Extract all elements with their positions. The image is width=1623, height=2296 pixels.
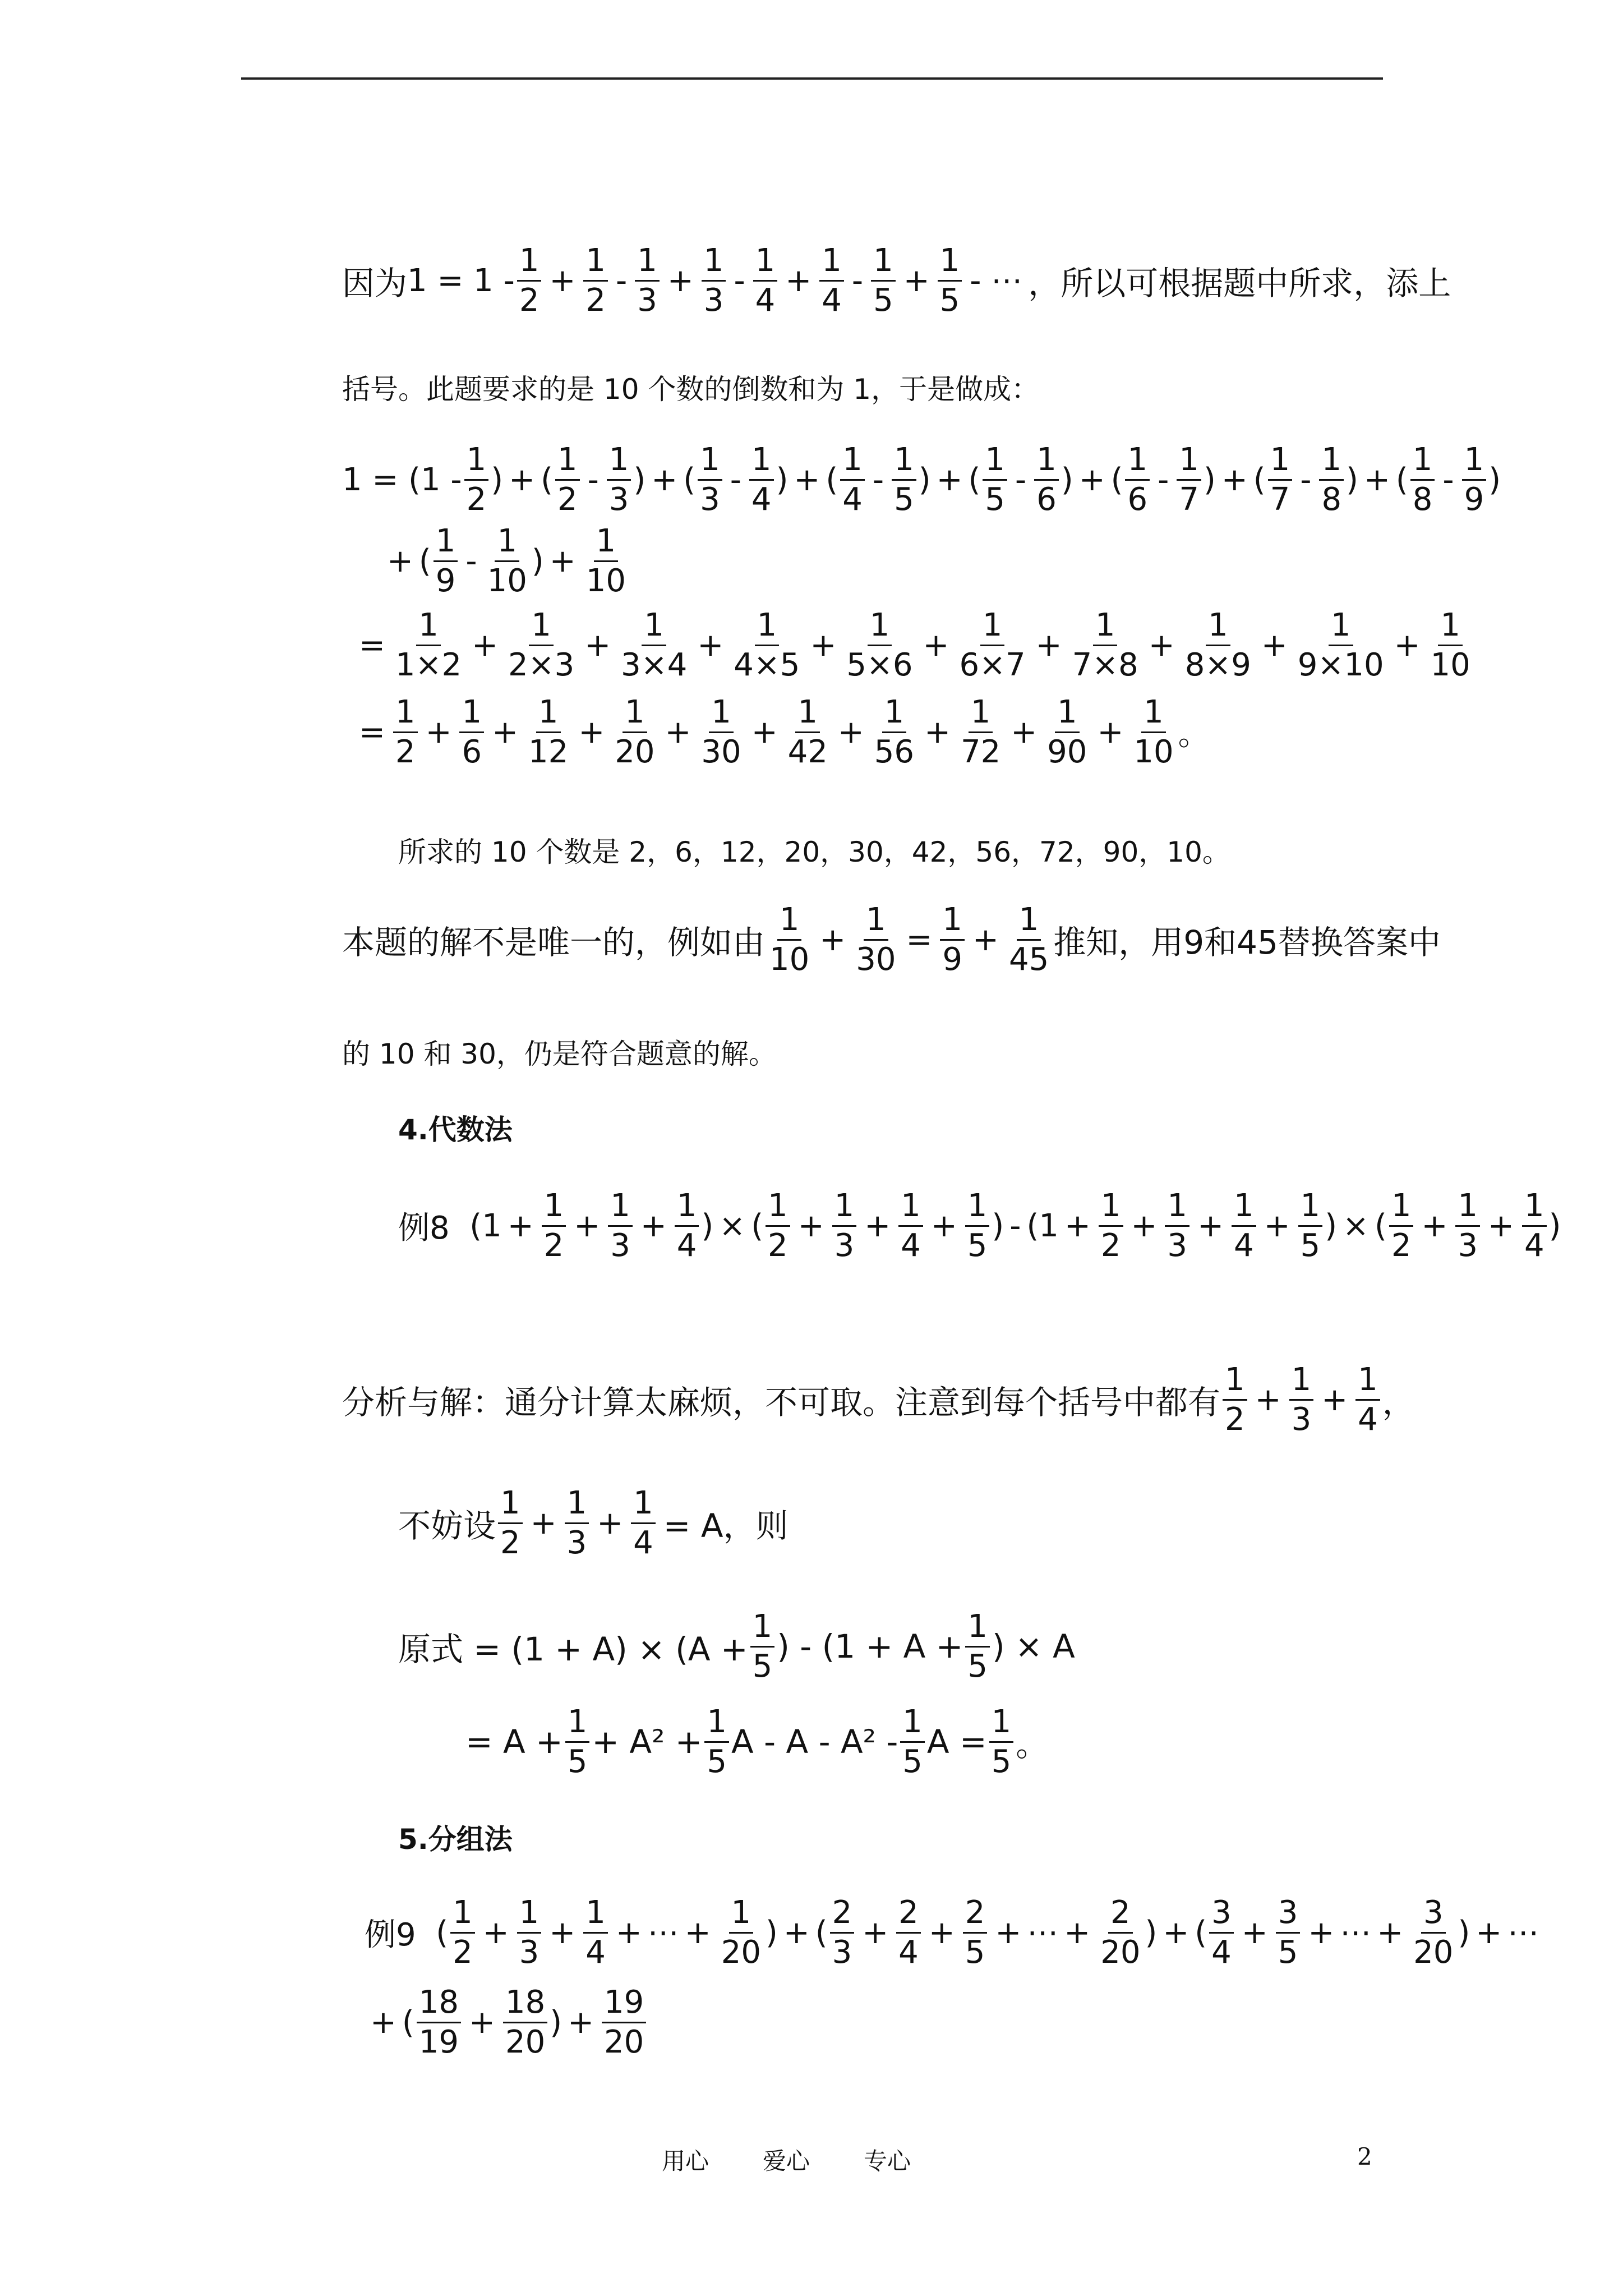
fraction: $\frac{1}{42}$	[787, 693, 828, 770]
fraction: $\frac{1}{2}$	[517, 245, 542, 316]
fraction: $\frac{1}{4}$	[1522, 1190, 1547, 1262]
answer-line: 所求的 10 个数是 2，6，12，20，30，42，56，72，90，10。	[398, 836, 1230, 868]
fraction: $\frac{1}{7\times 8}$	[1072, 606, 1138, 683]
fraction: $\frac{1}{6}$	[1034, 444, 1059, 516]
fraction: $\frac{1}{2\times 3}$	[508, 606, 575, 683]
fraction: $\frac{1}{3}$	[635, 245, 660, 316]
section-4-title: 4.代数法	[398, 1114, 513, 1146]
note-line-2: 的 10 和 30，仍是符合题意的解。	[342, 1038, 777, 1070]
fraction: $\frac{1}{6\times 7}$	[959, 606, 1026, 683]
equation-row-4: = $\frac{1}{2}$ + $\frac{1}{6}$ + $\frac{1}{12}$ + $\frac{1}{20}$ + $\frac{1}{30}$ + $\frac{1}{42}$ + $\frac{1}{56}$ + $\frac{1}{72}$ + $\frac{1}{90}$ + $\frac{1}{10}$ 。	[359, 693, 1210, 770]
fraction: $\frac{1}{3}$	[517, 1897, 542, 1968]
fraction: $\frac{1}{2}$	[498, 1488, 523, 1559]
intro-line: 因为 1 = 1 - $\frac{1}{2}$ + $\frac{1}{2}$ - $\frac{1}{3}$ + $\frac{1}{3}$ - $\frac{1}{4}$ + $\frac{1}{4}$ - $\frac{1}{5}$ + $\frac{1}{5}$ - ⋯ ，所以可根据题中所求，添上	[342, 242, 1451, 319]
fraction: $\frac{1}{1\times 2}$	[395, 606, 462, 683]
fraction: $\frac{1}{3}$	[1165, 1190, 1189, 1262]
fraction: $\frac{18}{20}$	[503, 1987, 547, 2058]
tail-dots: - ⋯	[970, 262, 1023, 299]
footer-item-1: 用心	[662, 2147, 709, 2175]
intro-lead: 因为	[342, 264, 408, 302]
fraction: $\frac{1}{5}$	[871, 245, 896, 316]
fraction: $\frac{1}{9}$	[940, 904, 965, 976]
fraction: $\frac{1}{10}$	[585, 522, 626, 599]
fraction: $\frac{1}{8}$	[1319, 444, 1344, 516]
fraction: $\frac{1}{3}$	[698, 444, 722, 516]
fraction: $\frac{1}{8}$	[1410, 444, 1435, 516]
fraction: $\frac{1}{5}$	[565, 1706, 590, 1778]
fraction: $\frac{1}{4}$	[749, 444, 774, 516]
fraction: $\frac{1}{4}$	[1355, 1364, 1380, 1435]
result-line: = A + $\frac{1}{5}$ + A² + $\frac{1}{5}$ A - A - A² - $\frac{1}{5}$ A = $\frac{1}{5}$ 。	[465, 1703, 1049, 1780]
fraction: $\frac{1}{5}$	[1298, 1190, 1323, 1262]
fraction: $\frac{1}{5}$	[704, 1706, 729, 1778]
fraction: $\frac{1}{3}$	[832, 1190, 857, 1262]
fraction: $\frac{1}{4}$	[898, 1190, 923, 1262]
equation-row-2: + ( $\frac{1}{9}$ - $\frac{1}{10}$ ) + $\frac{1}{10}$	[381, 522, 630, 600]
fraction: $\frac{1}{3}$	[1455, 1190, 1480, 1262]
fraction: $\frac{1}{4}$	[819, 245, 844, 316]
footer-item-2: 爱心	[763, 2147, 810, 2175]
fraction: $\frac{1}{2}$	[1099, 1190, 1123, 1262]
fraction: $\frac{1}{56}$	[874, 693, 915, 770]
fraction: $\frac{1}{20}$	[721, 1894, 761, 1971]
fraction: $\frac{18}{19}$	[417, 1987, 461, 2058]
header-rule	[241, 77, 1383, 80]
fraction: $\frac{1}{9}$	[434, 526, 458, 597]
fraction: $\frac{1}{5}$	[965, 1611, 990, 1682]
fraction: $\frac{1}{9\times 10}$	[1297, 606, 1384, 683]
fraction: $\frac{1}{5}$	[900, 1706, 925, 1778]
fraction: $\frac{1}{10}$	[769, 901, 810, 978]
equation-row-1: 1 = (1 - $\frac{1}{2}$ ) + ( $\frac{1}{2}$ - $\frac{1}{3}$ ) + ( $\frac{1}{3}$ - $\frac{1}{4}$ ) + ( $\frac{1}{4}$ - $\frac{1}{5}$ ) + ( $\frac{1}{5}$ - $\frac{1}{6}$ ) + ( $\frac{1}{6}$ - $\frac{1}{7}$ ) + ( $\frac{1}{7}$ - $\frac{1}{8}$ ) + ( $\frac{1}{8}$ - $\frac{1}{9}$ )	[342, 441, 1501, 518]
fraction: $\frac{1}{3}$	[565, 1488, 589, 1559]
fraction: $\frac{1}{5}$	[989, 1706, 1014, 1778]
fraction: $\frac{1}{2}$	[766, 1190, 790, 1262]
fraction: $\frac{1}{20}$	[615, 693, 655, 770]
fraction: $\frac{1}{5\times 6}$	[846, 606, 913, 683]
fraction: $\frac{1}{5}$	[983, 444, 1007, 516]
fraction: $\frac{1}{2}$	[393, 697, 418, 768]
fraction: $\frac{3}{20}$	[1413, 1894, 1454, 1971]
fraction: $\frac{1}{30}$	[701, 693, 741, 770]
analysis-line: 分析与解：通分计算太麻烦，不可取。注意到每个括号中都有 $\frac{1}{2}$ + $\frac{1}{3}$ + $\frac{1}{4}$ ，	[342, 1361, 1415, 1438]
fraction: $\frac{1}{3}$	[608, 1190, 633, 1262]
fraction: $\frac{1}{5}$	[750, 1611, 775, 1682]
fraction: $\frac{1}{10}$	[1133, 693, 1174, 770]
fraction: $\frac{1}{9}$	[1462, 444, 1487, 516]
fraction: $\frac{1}{2}$	[542, 1190, 566, 1262]
fraction: $\frac{1}{2}$	[555, 444, 580, 516]
fraction: $\frac{1}{4}$	[675, 1190, 699, 1262]
fraction: $\frac{1}{6}$	[459, 697, 484, 768]
page-number: 2	[1357, 2143, 1372, 2170]
fraction: $\frac{1}{10}$	[487, 522, 527, 599]
fraction: $\frac{1}{8\times 9}$	[1184, 606, 1251, 683]
fraction: $\frac{2}{3}$	[830, 1897, 855, 1968]
intro-math: 1 = 1 -	[407, 262, 515, 299]
fraction: $\frac{1}{45}$	[1008, 901, 1049, 978]
fraction: $\frac{1}{4}$	[753, 245, 778, 316]
fraction: $\frac{1}{30}$	[856, 901, 896, 978]
fraction: $\frac{1}{5}$	[938, 245, 962, 316]
fraction: $\frac{1}{4}$	[583, 1897, 608, 1968]
paragraph-line: 括号。此题要求的是 10 个数的倒数和为 1，于是做成：	[342, 373, 1040, 406]
footer-item-3: 专心	[864, 2147, 911, 2175]
example-9-row-1: 例9 ( $\frac{1}{2}$ + $\frac{1}{3}$ + $\frac{1}{4}$ + ⋯ + $\frac{1}{20}$ ) + ( $\frac{2}{3}$ + $\frac{2}{4}$ + $\frac{2}{5}$ + ⋯ + $\frac{2}{20}$ ) + ( $\frac{3}{4}$ + $\frac{3}{5}$ + ⋯ + $\frac{3}{20}$ ) + ⋯	[365, 1894, 1539, 1971]
fraction: $\frac{1}{2}$	[583, 245, 608, 316]
fraction: $\frac{1}{12}$	[528, 693, 569, 770]
fraction: $\frac{1}{3\times 4}$	[621, 606, 688, 683]
fraction: $\frac{1}{3}$	[1289, 1364, 1314, 1435]
section-5-title: 5.分组法	[398, 1823, 513, 1856]
fraction: $\frac{1}{4}$	[1232, 1190, 1256, 1262]
fraction: $\frac{1}{6}$	[1125, 444, 1150, 516]
fraction: $\frac{1}{2}$	[464, 444, 489, 516]
intro-tail: ，所以可根据题中所求，添上	[1028, 264, 1451, 302]
example-8: 例8 (1 + $\frac{1}{2}$ + $\frac{1}{3}$ + $\frac{1}{4}$ ) × ( $\frac{1}{2}$ + $\frac{1}{3}$ + $\frac{1}{4}$ + $\frac{1}{5}$ ) - (1 + $\frac{1}{2}$ + $\frac{1}{3}$ + $\frac{1}{4}$ + $\frac{1}{5}$ ) × ( $\frac{1}{2}$ + $\frac{1}{3}$ + $\frac{1}{4}$ )	[398, 1187, 1561, 1264]
fraction: $\frac{1}{4\times 5}$	[734, 606, 800, 683]
fraction: $\frac{1}{4}$	[631, 1488, 656, 1559]
fraction: $\frac{1}{72}$	[960, 693, 1001, 770]
fraction: $\frac{1}{4}$	[840, 444, 865, 516]
note-line: 本题的解不是唯一的，例如由 $\frac{1}{10}$ + $\frac{1}{30}$ = $\frac{1}{9}$ + $\frac{1}{45}$ 推知，用9和45替换答案中	[342, 901, 1441, 978]
example-9-row-2: + ( $\frac{18}{19}$ + $\frac{18}{20}$ ) + $\frac{19}{20}$	[365, 1980, 648, 2064]
fraction: $\frac{1}{2}$	[1223, 1364, 1247, 1435]
fraction: $\frac{3}{4}$	[1209, 1897, 1234, 1968]
fraction: $\frac{1}{3}$	[702, 245, 726, 316]
fraction: $\frac{1}{10}$	[1430, 606, 1470, 683]
fraction: $\frac{1}{7}$	[1177, 444, 1201, 516]
fraction: $\frac{3}{5}$	[1276, 1897, 1301, 1968]
fraction: $\frac{2}{4}$	[896, 1897, 921, 1968]
fraction: $\frac{1}{2}$	[1389, 1190, 1414, 1262]
fraction: $\frac{2}{20}$	[1100, 1894, 1141, 1971]
fraction: $\frac{1}{5}$	[892, 444, 916, 516]
fraction: $\frac{2}{5}$	[963, 1897, 988, 1968]
set-line: 不妨设 $\frac{1}{2}$ + $\frac{1}{3}$ + $\frac{1}{4}$ = A，则	[398, 1484, 789, 1561]
fraction: $\frac{1}{2}$	[450, 1897, 475, 1968]
fraction: $\frac{19}{20}$	[602, 1987, 646, 2058]
fraction: $\frac{1}{3}$	[607, 444, 631, 516]
original-line: 原式 = (1 + A) × (A + $\frac{1}{5}$ ) - (1 + A + $\frac{1}{5}$ ) × A	[398, 1608, 1075, 1685]
fraction: $\frac{1}{90}$	[1047, 693, 1087, 770]
fraction: $\frac{1}{7}$	[1268, 444, 1293, 516]
fraction: $\frac{1}{5}$	[965, 1190, 990, 1262]
equation-row-3: = $\frac{1}{1\times 2}$ + $\frac{1}{2\times 3}$ + $\frac{1}{3\times 4}$ + $\frac{1}{4\times 5}$ + $\frac{1}{5\times 6}$ + $\frac{1}{6\times 7}$ + $\frac{1}{7\times 8}$ + $\frac{1}{8\times 9}$ + $\frac{1}{9\times 10}$ + $\frac{1}{10}$	[353, 603, 1475, 687]
